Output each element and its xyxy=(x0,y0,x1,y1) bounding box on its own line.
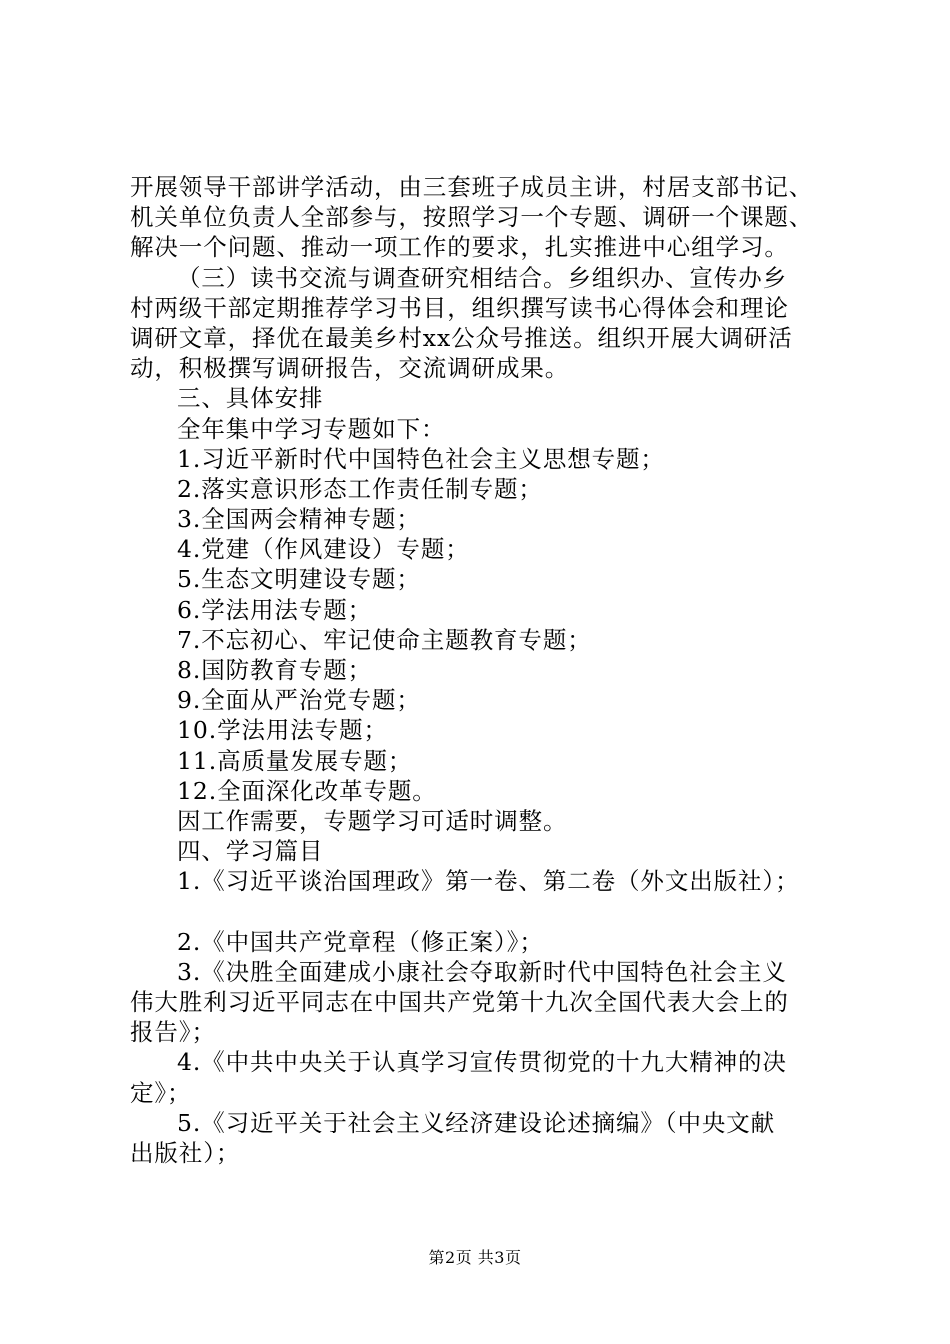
list-item: 2.《中国共产党章程（修正案）》； xyxy=(177,927,544,956)
blank-line xyxy=(130,897,830,927)
paragraph-line: 村两级干部定期推荐学习书目，组织撰写读书心得体会和理论 xyxy=(130,293,789,322)
list-item: 11.高质量发展专题； xyxy=(177,746,413,775)
page-number-footer: 第2页 共3页 xyxy=(428,1248,522,1267)
paragraph-line: 因工作需要，专题学习可适时调整。 xyxy=(177,806,568,835)
paragraph-line: 全年集中学习专题如下： xyxy=(177,414,446,443)
list-item: 12.全面深化改革专题。 xyxy=(177,776,437,805)
list-item: 5.生态文明建设专题； xyxy=(177,565,421,594)
list-item: 1.《习近平谈治国理政》第一卷、第二卷（外文出版社）； xyxy=(177,867,800,896)
list-item: 3.全国两会精神专题； xyxy=(177,505,421,534)
paragraph-line: 解决一个问题、推动一项工作的要求，扎实推进中心组学习。 xyxy=(130,233,789,262)
paragraph-line: 动，积极撰写调研报告，交流调研成果。 xyxy=(130,354,570,383)
paragraph-line: 开展领导干部讲学活动，由三套班子成员主讲，村居支部书记、 xyxy=(130,173,814,201)
list-item: 2.落实意识形态工作责任制专题； xyxy=(177,474,543,503)
list-item: 4.党建（作风建设）专题； xyxy=(177,535,470,564)
list-item: 3.《决胜全面建成小康社会夺取新时代中国特色社会主义 xyxy=(177,957,787,986)
section-heading: 三、具体安排 xyxy=(177,384,324,413)
list-item: 10.学法用法专题； xyxy=(177,716,388,745)
document-body xyxy=(130,172,830,1168)
list-item: 8.国防教育专题； xyxy=(177,656,373,684)
list-item: 5.《习近平关于社会主义经济建设论述摘编》（中央文献 xyxy=(177,1108,776,1137)
list-item: 6.学法用法专题； xyxy=(177,595,373,624)
paragraph-line: 机关单位负责人全部参与，按照学习一个专题、调研一个课题、 xyxy=(130,203,814,232)
paragraph-line: 伟大胜利习近平同志在中国共产党第十九次全国代表大会上的 xyxy=(130,988,789,1017)
list-item: 1.习近平新时代中国特色社会主义思想专题； xyxy=(177,444,665,473)
paragraph-line: 报告》； xyxy=(130,1018,216,1047)
list-item: 9.全面从严治党专题； xyxy=(177,686,421,715)
paragraph-line: 定》； xyxy=(130,1078,192,1107)
paragraph-line: （三）读书交流与调查研究相结合。乡组织办、宣传办乡 xyxy=(177,263,787,292)
paragraph-line: 出版社）； xyxy=(130,1139,241,1167)
list-item: 4.《中共中央关于认真学习宣传贯彻党的十九大精神的决 xyxy=(177,1048,787,1077)
paragraph-line: 调研文章，择优在最美乡村xx公众号推送。组织开展大调研活 xyxy=(130,323,793,352)
section-heading: 四、学习篇目 xyxy=(177,837,324,866)
list-item: 7.不忘初心、牢记使命主题教育专题； xyxy=(177,625,592,654)
